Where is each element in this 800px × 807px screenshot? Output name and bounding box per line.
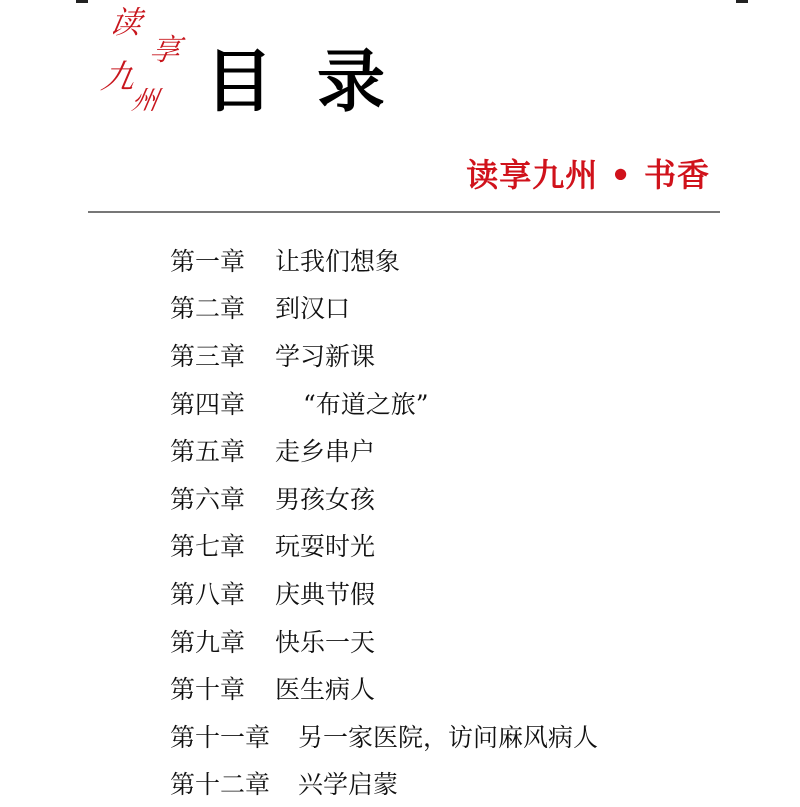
chapter-number: 第一章 [170,246,246,276]
chapter-title: 快乐一天 [275,627,376,657]
chapter-number: 第九章 [170,627,246,657]
toc-entry[interactable] [170,331,598,379]
chapter-title: 学习新课 [275,341,376,371]
chapter-number: 第三章 [170,341,246,371]
logo-char: 九 [98,57,139,96]
chapter-number: 第六章 [170,484,246,514]
divider [88,211,720,213]
chapter-number: 第四章 [170,389,246,419]
chapter-title: 玩耍时光 [275,532,376,562]
chapter-title: 男孩女孩 [275,484,376,514]
chapter-title: 医生病人 [275,675,376,705]
toc-entry[interactable] [170,284,598,332]
table-of-contents [170,236,598,807]
crop-mark-left [76,0,88,3]
toc-entry[interactable] [170,664,598,712]
publisher-logo [96,6,196,116]
chapter-number: 第二章 [170,294,246,324]
logo-char: 州 [129,86,161,116]
chapter-number: 第七章 [170,532,246,562]
chapter-number: 第十一章 [170,722,271,752]
chapter-number: 第五章 [170,437,246,467]
chapter-title: 兴学启蒙 [298,770,399,800]
chapter-number: 第十二章 [170,770,271,800]
page-title: 目录 [205,42,430,122]
logo-char: 读 [106,5,145,41]
chapter-title: 到汉口 [275,294,351,324]
chapter-title: 让我们想象 [275,246,401,276]
brand-tagline: 读享九州 • 书香 [466,156,710,194]
toc-entry[interactable] [170,426,598,474]
chapter-title: “布道之旅” [303,389,429,419]
chapter-title: 另一家医院，访问麻风病人 [298,722,599,752]
toc-entry[interactable] [170,569,598,617]
toc-entry[interactable] [170,522,598,570]
chapter-title: 庆典节假 [275,579,376,609]
toc-entry[interactable] [170,474,598,522]
chapter-number: 第八章 [170,579,246,609]
logo-char: 享 [147,33,184,68]
toc-entry[interactable] [170,617,598,665]
crop-mark-right [736,0,748,3]
chapter-title: 走乡串户 [275,437,376,467]
toc-entry[interactable] [170,236,598,284]
toc-entry[interactable] [170,712,598,760]
chapter-number: 第十章 [170,675,246,705]
toc-entry[interactable] [170,379,598,427]
